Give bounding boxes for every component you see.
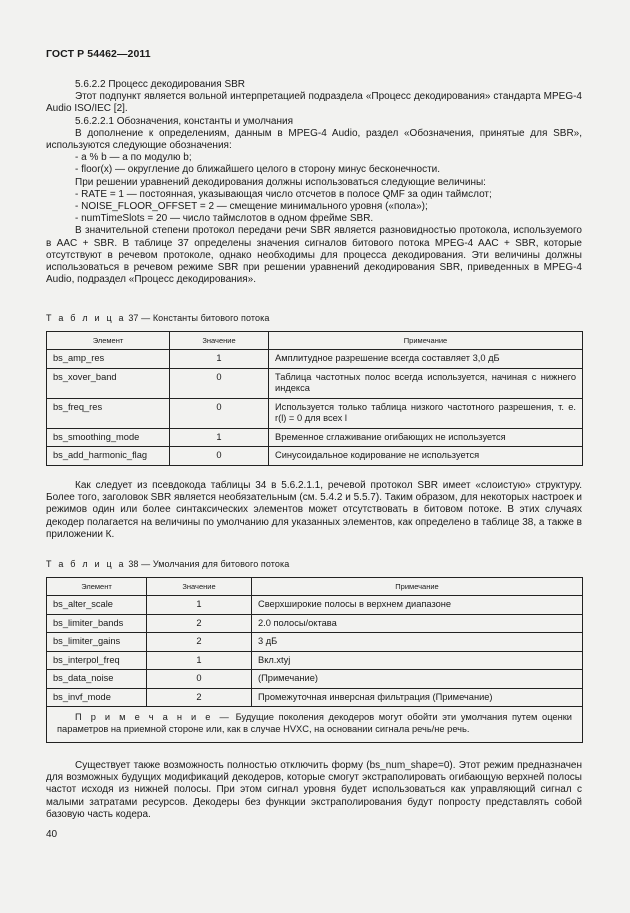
table-cell: Таблица частотных полос всегда используется, начиная с нижнего индекса [269,368,583,398]
table38-caption-prefix: Т а б л и ц а [46,559,126,569]
table-cell: bs_invf_mode [47,688,147,707]
notation-item: - floor(x) — округление до ближайшего целого в сторону минус бесконечности. [75,164,441,176]
table-cell: Вкл.xtyj [252,651,583,670]
paragraph-sbr-protocol: В значительной степени протокол передачи речи SBR является разновидностью протокола, используемого в AAC + SBR. В таблице 37 определены значения сигналов битового потока MPEG-4 AAC + SBR, которые отсутствуют в речевом протоколе, однако необходимы для процесса декодирования. Эти величины должны использоваться в речевом режиме SBR при решении уравнений декодирования SBR, приведенных в MPEG-4 Audio, подраздел «Процесс декодирования». [46,225,582,286]
table-cell: bs_xover_band [47,368,170,398]
table-row [47,670,583,689]
table-cell: Промежуточная инверсная фильтрация (Примечание) [252,688,583,707]
body-text-middle [46,480,582,541]
table-cell: 3 дБ [252,633,583,652]
table-cell: 0 [170,368,269,398]
table-row [47,614,583,633]
table-row [47,447,583,466]
table-cell: bs_limiter_gains [47,633,147,652]
table-note [47,707,583,743]
table-row [47,398,583,428]
paragraph-defaults: Как следует из псевдокода таблицы 34 в 5.6.2.1.1, речевой протокол SBR имеет «слоистую» структуру. Более того, заголовок SBR является необязательным (см. 5.4.2 и 5.5.7). Таким образом, для некоторых настроек и режимов один или более синтаксических элементов может отсутствовать в битовом потоке. В этих случаях декодер полагается на величины по умолчанию для указанных элементов, как определено в таблице 38, а также в приложении К. [46,480,582,540]
table-cell: 2.0 полосы/октава [252,614,583,633]
table-cell: Временное сглаживание огибающих не используется [269,428,583,447]
notation-item: - a % b — a по модулю b; [75,152,192,164]
table-cell: bs_alter_scale [47,596,147,615]
page-number: 40 [46,829,58,840]
table-cell: Амплитудное разрешение всегда составляет 3,0 дБ [269,350,583,369]
table-row [47,368,583,398]
table-cell: 0 [170,398,269,428]
table-row [47,688,583,707]
values-intro: При решении уравнений декодирования должны использоваться следующие величины: [75,176,486,188]
table-row [47,428,583,447]
table-cell: bs_data_noise [47,670,147,689]
table-cell: (Примечание) [252,670,583,689]
table-row [47,651,583,670]
table-cell: bs_amp_res [47,350,170,369]
section-title-5622: 5.6.2.2 Процесс декодирования SBR [75,79,246,90]
section-title-56221: 5.6.2.2.1 Обозначения, константы и умолчания [75,115,294,127]
table-cell: Используется только таблица низкого частотного разрешения, т. е. r(l) = 0 для всех l [269,398,583,428]
table-cell: 0 [147,670,252,689]
value-item: - numTimeSlots = 20 — число таймслотов в одном фрейме SBR. [75,213,374,225]
table-cell: 1 [170,428,269,447]
table-note-text: Будущие поколения декодеров могут обойти эти умолчания путем оценки параметров на приемной стороне или, как в случае HVXC, на основании сигнала речь/не речь. [57,712,572,734]
table-row [47,350,583,369]
table-cell: bs_limiter_bands [47,614,147,633]
table37-caption-prefix: Т а б л и ц а [46,313,126,323]
table-cell: 0 [170,447,269,466]
table-cell: 1 [147,651,252,670]
table-row [47,633,583,652]
table-cell: bs_add_harmonic_flag [47,447,170,466]
column-header: Значение [170,332,269,350]
column-header: Примечание [269,332,583,350]
section-intro-56221: В дополнение к определениям, данным в MPEG-4 Audio, раздел «Обозначения, принятые для SBR», используются следующие обозначения: [46,127,582,152]
value-item: - RATE = 1 — постоянная, указывающая число отсчетов в полосе QMF за один таймслот; [75,188,492,200]
table37-caption-text: 37 — Константы битового потока [128,313,270,323]
table-cell: 2 [147,688,252,707]
value-item: - NOISE_FLOOR_OFFSET = 2 — смещение минимального уровня («пола»); [75,201,428,213]
table-header-row [47,578,583,596]
table-cell: Сверхширокие полосы в верхнем диапазоне [252,596,583,615]
table-cell: 2 [147,614,252,633]
table-cell: 2 [147,633,252,652]
table38-caption-text: 38 — Умолчания для битового потока [128,559,290,569]
document-header: ГОСТ Р 54462—2011 [46,48,151,60]
body-text-bottom [46,760,582,821]
column-header: Элемент [47,578,147,596]
body-text-top [46,79,582,286]
column-header: Значение [147,578,252,596]
table38-caption [46,559,289,569]
table-row [47,596,583,615]
table-37 [46,331,583,466]
table-38 [46,577,583,743]
table-cell: Синусоидальное кодирование не используется [269,447,583,466]
table-cell: 1 [170,350,269,369]
table-cell: bs_freq_res [47,398,170,428]
table-note-prefix: П р и м е ч а н и е — [75,712,231,722]
table37-caption [46,313,269,323]
column-header: Примечание [252,578,583,596]
table-header-row [47,332,583,350]
table-cell: bs_interpol_freq [47,651,147,670]
table-cell: 1 [147,596,252,615]
table-cell: bs_smoothing_mode [47,428,170,447]
column-header: Элемент [47,332,170,350]
table-note-row [47,707,583,743]
paragraph-final: Существует также возможность полностью отключить форму (bs_num_shape=0). Этот режим предназначен для возможных будущих модификаций декодеров, которые смогут экстраполировать огибающую верхней полосы частот исходя из нижней полосы. При этом сигнал уровня будет использоваться как управляющий сигнал с малыми затратами ресурсов. Декодеры без функции экстраполирования будут попросту представлять собой базовую часть кодера. [46,760,582,820]
section-text-5622: Этот подпункт является вольной интерпретацией подраздела «Процесс декодирования» стандарта MPEG-4 Audio ISO/IEC [2]. [46,91,582,115]
